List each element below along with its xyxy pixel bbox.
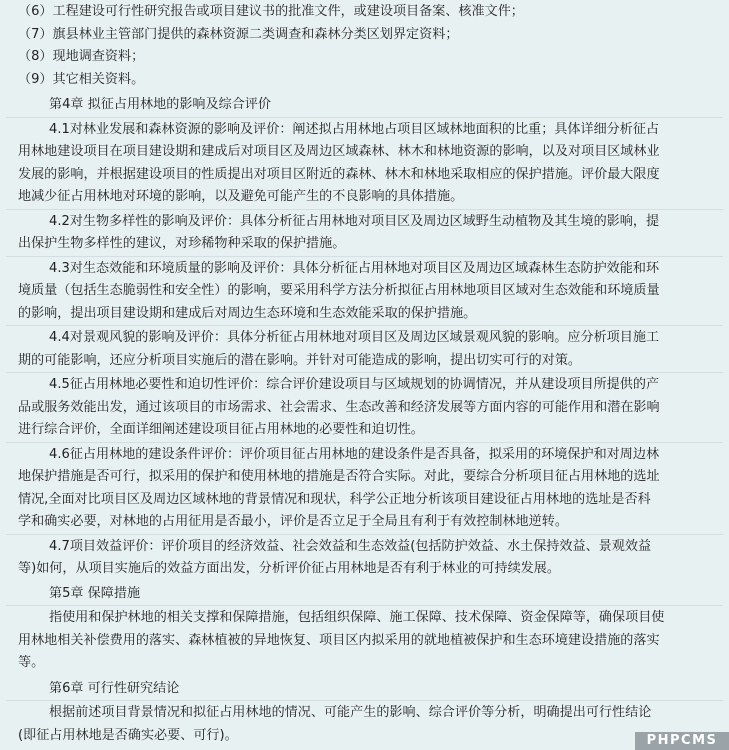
paragraph-line: 品或服务效能出发，通过该项目的市场需求、社会需求、生态改善和经济发展等方面内容的可能作用和潜在影响 (18, 399, 660, 415)
section-4-6 (0, 444, 729, 534)
paragraph-line: 的影响，提出项目建设期和建成后对周边生态环境和生态效能采取的保护措施。 (18, 305, 477, 321)
paragraph-line: 进行综合评价，全面详细阐述建设项目征占用林地的必要性和迫切性。 (18, 422, 424, 437)
paragraph-line: 4.7项目效益评价：评价项目的经济效益、社会效益和生态效益(包括防护效益、水土保持效益、景观效益 (49, 538, 652, 554)
section-4-1 (0, 119, 729, 209)
section-4-4 (0, 327, 729, 372)
section-4-7 (0, 536, 729, 581)
chapter-6-title: 第6章 可行性研究结论 (49, 680, 180, 696)
paragraph-line: 学和确实必要，对林地的占用征用是否最小，评价是否立足于全局且有利于有效控制林地逆转。 (18, 514, 568, 529)
divider (6, 442, 723, 443)
paragraph-line: 4.4对景观风貌的影响及评价：具体分析征占用林地对项目区及周边区域景观风貌的影响。应分析项目施工 (49, 330, 660, 345)
chapter-5-title: 第5章 保障措施 (49, 585, 141, 601)
paragraph-line: 出保护生物多样性的建议，对珍稀物种采取的保护措施。 (18, 236, 346, 251)
paragraph-line: 4.2对生物多样性的影响及评价：具体分析征占用林地对项目区及周边区域野生动植物及其生境的影响，提 (49, 213, 660, 229)
divider (6, 117, 723, 118)
divider (6, 325, 723, 326)
paragraph-line: 境质量（包括生态脆弱性和安全性）的影响，要采用科学方法分析拟征占用林地项目区域对生态效能和环境质量 (18, 283, 660, 298)
divider (6, 372, 723, 373)
paragraph-line: 用林地建设项目在项目建设期和建成后对项目区及周边区域森林、林木和林地资源的影响，以及对项目区域林业 (18, 144, 660, 159)
paragraph-line: 情况,全面对比项目区及周边区域林地的背景情况和现状，科学公正地分析该项目建设征占用林地的选址是否科 (18, 491, 651, 507)
paragraph-line: 4.1对林业发展和森林资源的影响及评价：阐述拟占用林地占项目区域林地面积的比重；具体详细分析征占 (49, 121, 660, 137)
paragraph-line: (即征占用林地是否确实必要、可行)。 (18, 727, 238, 743)
paragraph-line: 等)如何，从项目实施后的效益方面出发，分析评价征占用林地是否有利于林业的可持续发展。 (18, 561, 560, 576)
divider (6, 534, 723, 535)
divider (6, 605, 723, 606)
section-4-2 (0, 211, 729, 256)
chapter-6-paragraph (0, 702, 729, 747)
list-item: （8）现地调查资料； (18, 49, 145, 64)
paragraph-line: 用林地相关补偿费用的落实、森林植被的异地恢复、项目区内拟采用的就地植被保护和生态环境建设措施的落实 (18, 632, 660, 648)
section-4-5 (0, 374, 729, 442)
section-4-3 (0, 258, 729, 326)
paragraph-line: 等。 (18, 655, 45, 670)
paragraph-line: 指使用和保护林地的相关支撑和保障措施，包括组织保障、施工保障、技术保障、资金保障等，确保项目使 (49, 610, 665, 625)
paragraph-line: 4.5征占用林地必要性和迫切性评价：综合评价建设项目与区域规划的协调情况，并从建设项目所提供的产 (49, 377, 660, 392)
divider (6, 256, 723, 257)
paragraph-line: 4.6征占用林地的建设条件评价：评价项目征占用林地的建设条件是否具备，拟采用的环境保护和对周边林 (49, 446, 660, 462)
paragraph-line: 地保护措施是否可行，拟采用的保护和使用林地的措施是否符合实际。对此，要综合分析项目征占用林地的选址 (18, 469, 660, 484)
paragraph-line: 地减少征占用林地对环境的影响，以及避免可能产生的不良影响的具体措施。 (18, 189, 464, 204)
list-item: （7）旗县林业主管部门提供的森林资源二类调查和森林分类区划界定资料； (18, 26, 459, 42)
paragraph-line: 根据前述项目背景情况和拟征占用林地的情况、可能产生的影响、综合评价等分析，明确提出可行性结论 (49, 705, 652, 720)
chapter-5-paragraph (0, 607, 729, 675)
phpcms-watermark: PHPCMS (635, 732, 729, 750)
paragraph-line: 4.3对生态效能和环境质量的影响及评价：具体分析征占用林地对项目区及周边区域森林生态防护效能和环 (49, 260, 660, 276)
list-item: （6）工程建设可行性研究报告或项目建议书的批准文件，或建设项目备案、核准文件； (18, 4, 524, 19)
paragraph-line: 期的可能影响，还应分析项目实施后的潜在影响。并针对可能造成的影响，提出切实可行的对策。 (18, 352, 582, 368)
list-item: （9）其它相关资料。 (18, 71, 145, 87)
chapter-4-title: 第4章 拟征占用林地的影响及综合评价 (49, 97, 271, 112)
divider (6, 209, 723, 210)
paragraph-line: 发展的影响，并根据建设项目的性质提出对项目区附近的森林、林木和林地采取相应的保护措施。评价最大限度 (18, 166, 660, 182)
divider (6, 700, 723, 701)
